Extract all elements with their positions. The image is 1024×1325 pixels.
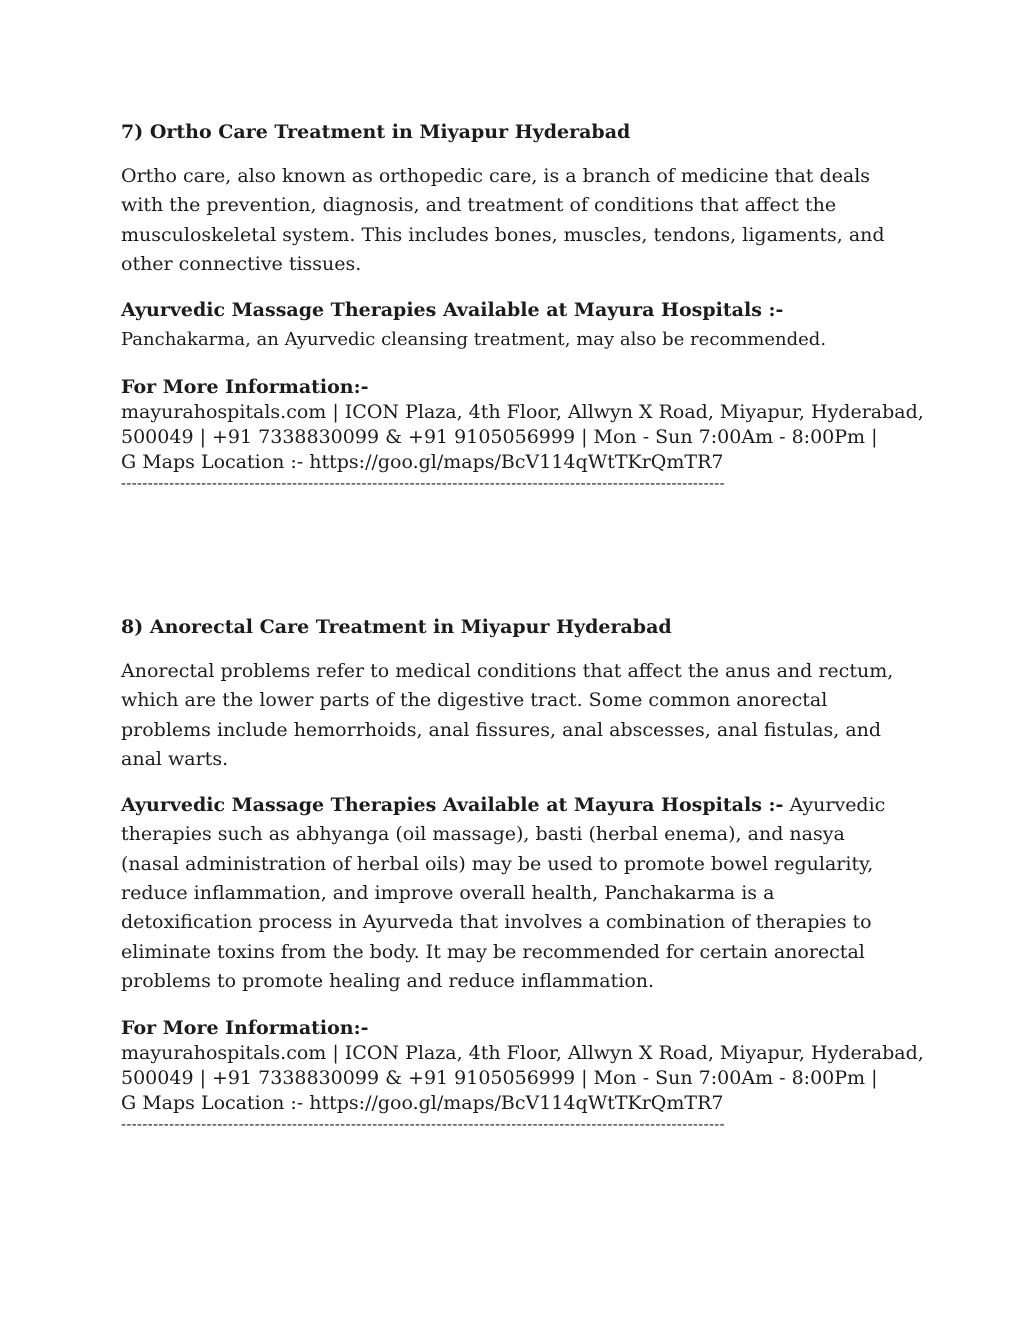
therapy-text: Ayurvedic therapies such as abhyanga (oil massage), basti (herbal enema), and nasya (nasal administration of herbal oils) may be used to promote bowel regularity, reduce inflammation, and improve overall health, Panchakarma is a detoxification process in Ayurveda that involves a combination of therapies to eliminate toxins from the body. It may be recommended for certain anorectal problems to promote healing and reduce inflammation.	[121, 794, 886, 992]
info-maps-line: G Maps Location :- https://goo.gl/maps/BcV114qWtTKrQmTR7	[121, 1092, 724, 1115]
info-contact-line: mayurahospitals.com | ICON Plaza, 4th Floor, Allwyn X Road, Miyapur, Hyderabad,	[121, 1042, 924, 1065]
section-description: Anorectal problems refer to medical conditions that affect the anus and rectum, which are the lower parts of the digestive tract. Some common anorectal problems include hemorrhoids, anal fissures, anal abscesses, anal fistulas, and anal warts.	[121, 660, 894, 770]
section-heading: 8) Anorectal Care Treatment in Miyapur Hyderabad	[121, 616, 672, 638]
therapy-text: Panchakarma, an Ayurvedic cleansing treatment, may also be recommended.	[121, 329, 827, 351]
section-description: Ortho care, also known as orthopedic care, is a branch of medicine that deals with the prevention, diagnosis, and treatment of conditions that affect the musculoskeletal system. This includes bones, muscles, tendons, ligaments, and other connective tissues.	[121, 165, 885, 275]
therapy-paragraph	[121, 296, 906, 355]
info-title: For More Information:-	[121, 375, 369, 398]
section-divider: -----------------------------------------------------------------------------------------------------------------	[121, 474, 725, 492]
info-contact-line: mayurahospitals.com | ICON Plaza, 4th Floor, Allwyn X Road, Miyapur, Hyderabad,	[121, 400, 924, 423]
info-contact-line: 500049 | +91 7338830099 & +91 9105056999 | Mon - Sun 7:00Am - 8:00Pm |	[121, 1067, 878, 1090]
therapy-label: Ayurvedic Massage Therapies Available at Mayura Hospitals :-	[121, 299, 784, 322]
section-ortho-care	[121, 120, 924, 493]
section-heading: 7) Ortho Care Treatment in Miyapur Hyderabad	[121, 121, 631, 143]
info-contact-line: 500049 | +91 7338830099 & +91 9105056999 | Mon - Sun 7:00Am - 8:00Pm |	[121, 425, 878, 448]
therapy-paragraph	[121, 791, 906, 996]
therapy-label: Ayurvedic Massage Therapies Available at Mayura Hospitals :-	[121, 794, 784, 817]
info-maps-line: G Maps Location :- https://goo.gl/maps/BcV114qWtTKrQmTR7	[121, 450, 724, 473]
info-title: For More Information:-	[121, 1017, 369, 1040]
section-anorectal-care	[121, 615, 924, 1134]
section-divider: -----------------------------------------------------------------------------------------------------------------	[121, 1116, 725, 1134]
